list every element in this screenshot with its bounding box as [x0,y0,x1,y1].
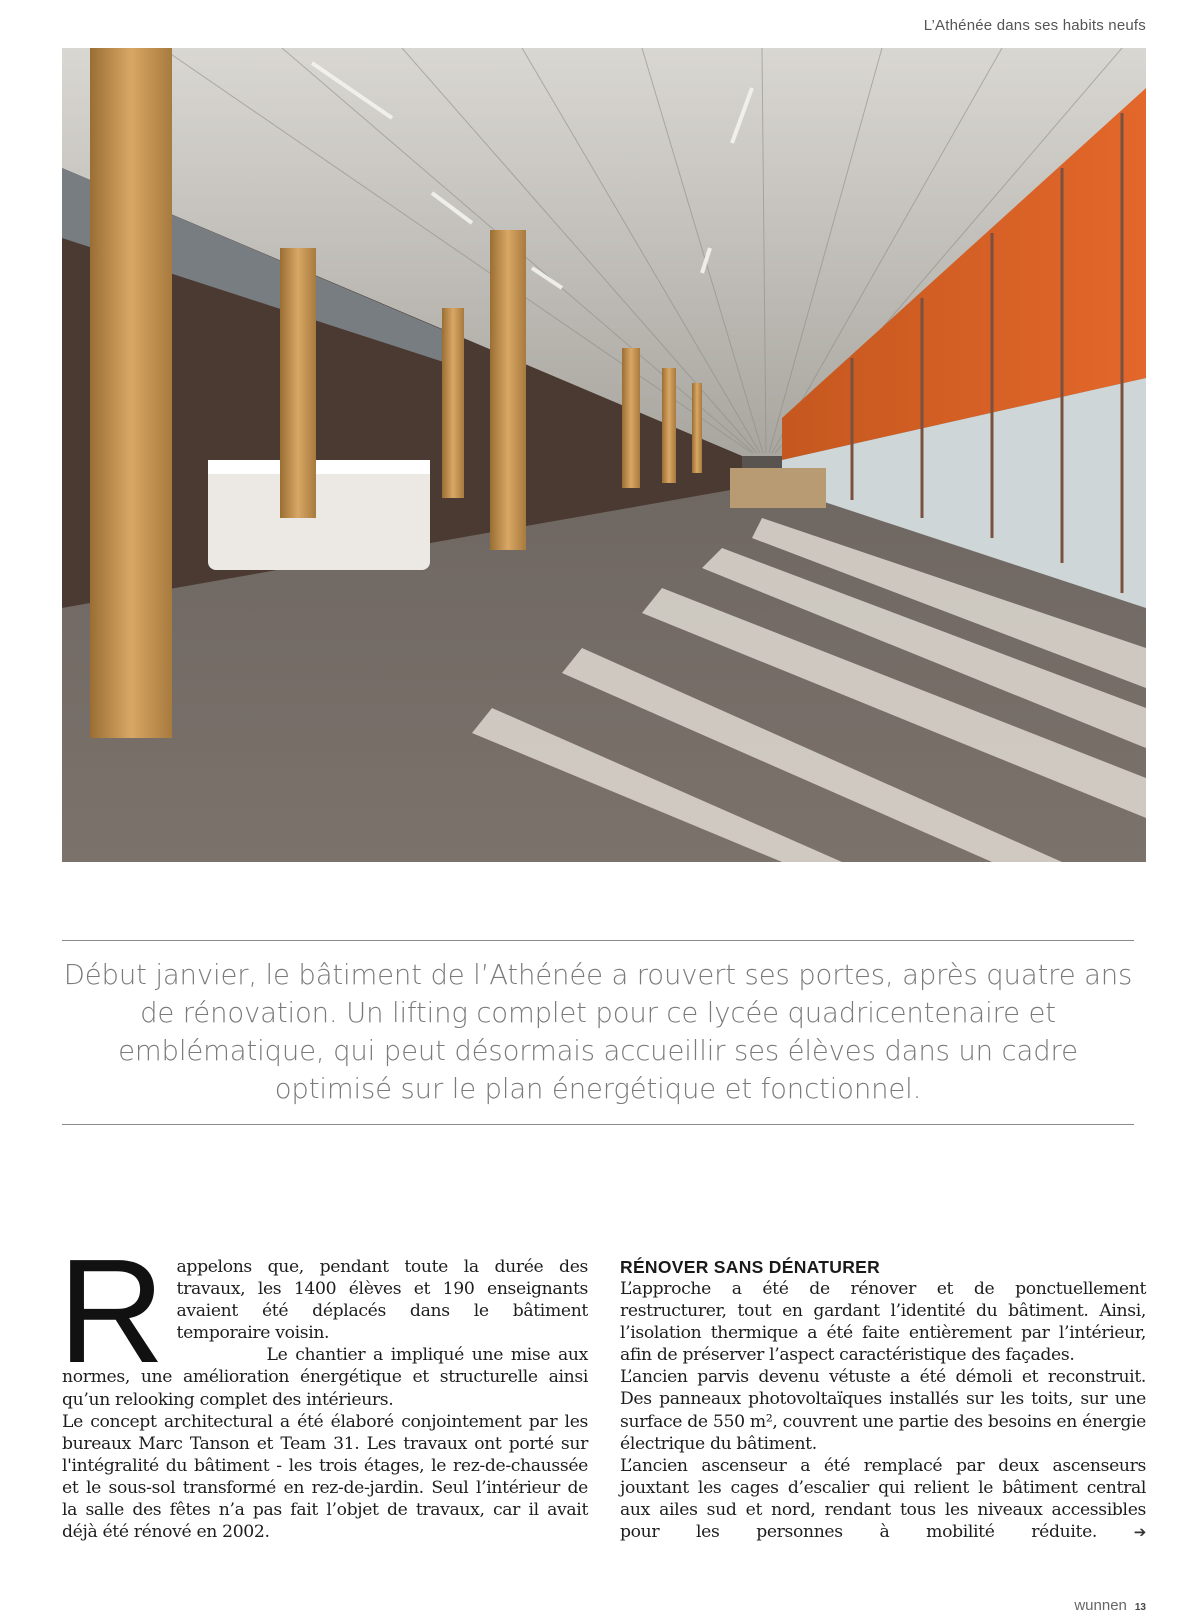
section-subheading: RÉNOVER SANS DÉNATURER [620,1257,881,1277]
atrium-photo [62,48,1146,862]
continue-arrow-icon: ➔ [1133,1523,1146,1542]
article-paragraph: Le chantier a impliqué une mise aux normes, une amélioration énergétique et structurelle ainsi qu’un relooking complet des intérieurs. [62,1345,588,1410]
lead-paragraph: Début janvier, le bâtiment de l’Athénée a rouvert ses portes, après quatre ans de rénovation. Un lifting complet pour ce lycée quadricentenaire et emblématique, qui peut désormais accueillir ses élèves dans un cadre optimisé sur le plan énergétique et fonctionnel. [63,959,1133,1105]
lead-top-rule [62,940,1134,941]
atrium-photo-icon [62,48,1146,862]
article-paragraph: appelons que, pendant toute la durée des travaux, les 1400 élèves et 190 enseignants avaient été déplacés dans le bâtiment temporaire voisin. [176,1257,588,1344]
article-column-right [620,1256,1146,1543]
dropcap: R [58,1229,165,1394]
page-footer [1074,1597,1146,1614]
running-title: L’Athénée dans ses habits neufs [923,17,1146,34]
article-paragraph: Le concept architectural a été élaboré conjointement par les bureaux Marc Tanson et Team 31. Les travaux ont porté sur l'intégralité du bâtiment - les trois étages, le rez-de-chaussée et le sous-sol transformé en rez-de-jardin. Seul l’intérieur de la salle des fêtes n’a pas fait l’objet de travaux, car il avait déjà été rénové en 2002. [62,1411,588,1543]
article-paragraph-text: L’ancien ascenseur a été remplacé par deux ascenseurs jouxtant les cages d’escalier qui relient le bâtiment central aux ailes sud et nord, rendant tous les niveaux accessibles pour les personnes à mobilité réduite. [620,1455,1146,1543]
article-paragraph: L’approche a été de rénover et de ponctuellement restructurer, tout en gardant l’identité du bâtiment. Ainsi, l’isolation thermique a été faite entièrement par l’intérieur, afin de préserver l’aspect caractéristique des façades. [620,1279,1146,1366]
page-number: 13 [1134,1602,1146,1613]
lead-bottom-rule [62,1124,1134,1125]
article-column-left [58,1229,588,1543]
article-paragraph [620,1455,1146,1543]
magazine-name: wunnen [1074,1597,1127,1614]
article-paragraph: L’ancien parvis devenu vétuste a été démoli et reconstruit. Des panneaux photovoltaïques installés sur les toits, sur une surface de 550 m², couvrent une partie des besoins en énergie électrique du bâtiment. [620,1367,1146,1454]
